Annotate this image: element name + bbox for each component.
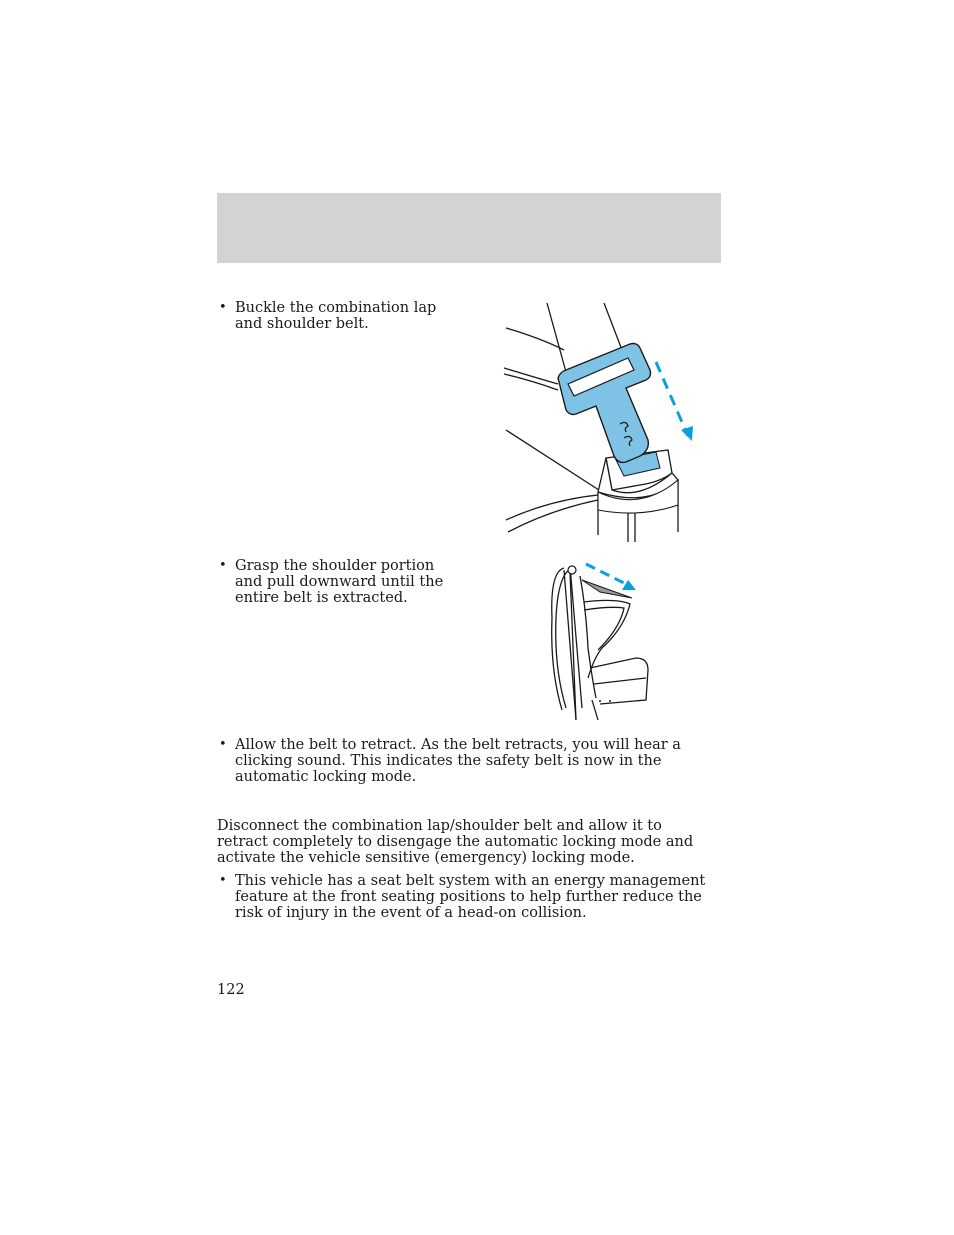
bullet-text-buckle: Buckle the combination lap and shoulder belt. <box>235 300 437 332</box>
bullet-mark: • <box>219 300 227 315</box>
buckle-illustration <box>500 300 700 545</box>
bullet-mark: • <box>219 737 227 752</box>
bullet-mark: • <box>219 873 227 888</box>
downward-arrow-icon <box>656 362 688 436</box>
seat-illustration <box>540 558 660 728</box>
bullet-text-energy: This vehicle has a seat belt system with an energy management feature at the front seating positions to help further reduce the risk of injury in the event of a head-on collision. <box>235 873 706 921</box>
arrow-head-icon <box>681 426 693 441</box>
page-number: 122 <box>217 982 245 998</box>
header-band <box>217 193 721 263</box>
buckle-latch-plate <box>558 344 651 463</box>
bullet-mark: • <box>219 558 227 573</box>
pull-arrow-icon <box>586 564 626 584</box>
bullet-text-grasp: Grasp the shoulder portion and pull downward until the entire belt is extracted. <box>235 558 444 606</box>
body-paragraph: Disconnect the combination lap/shoulder belt and allow it to retract completely to disengage the automatic locking mode and activate the vehicle sensitive (emergency) locking mode. <box>217 818 694 866</box>
bullet-text-retract: Allow the belt to retract. As the belt retracts, you will hear a clicking sound. This indicates the safety belt is now in the automatic locking mode. <box>235 737 681 785</box>
